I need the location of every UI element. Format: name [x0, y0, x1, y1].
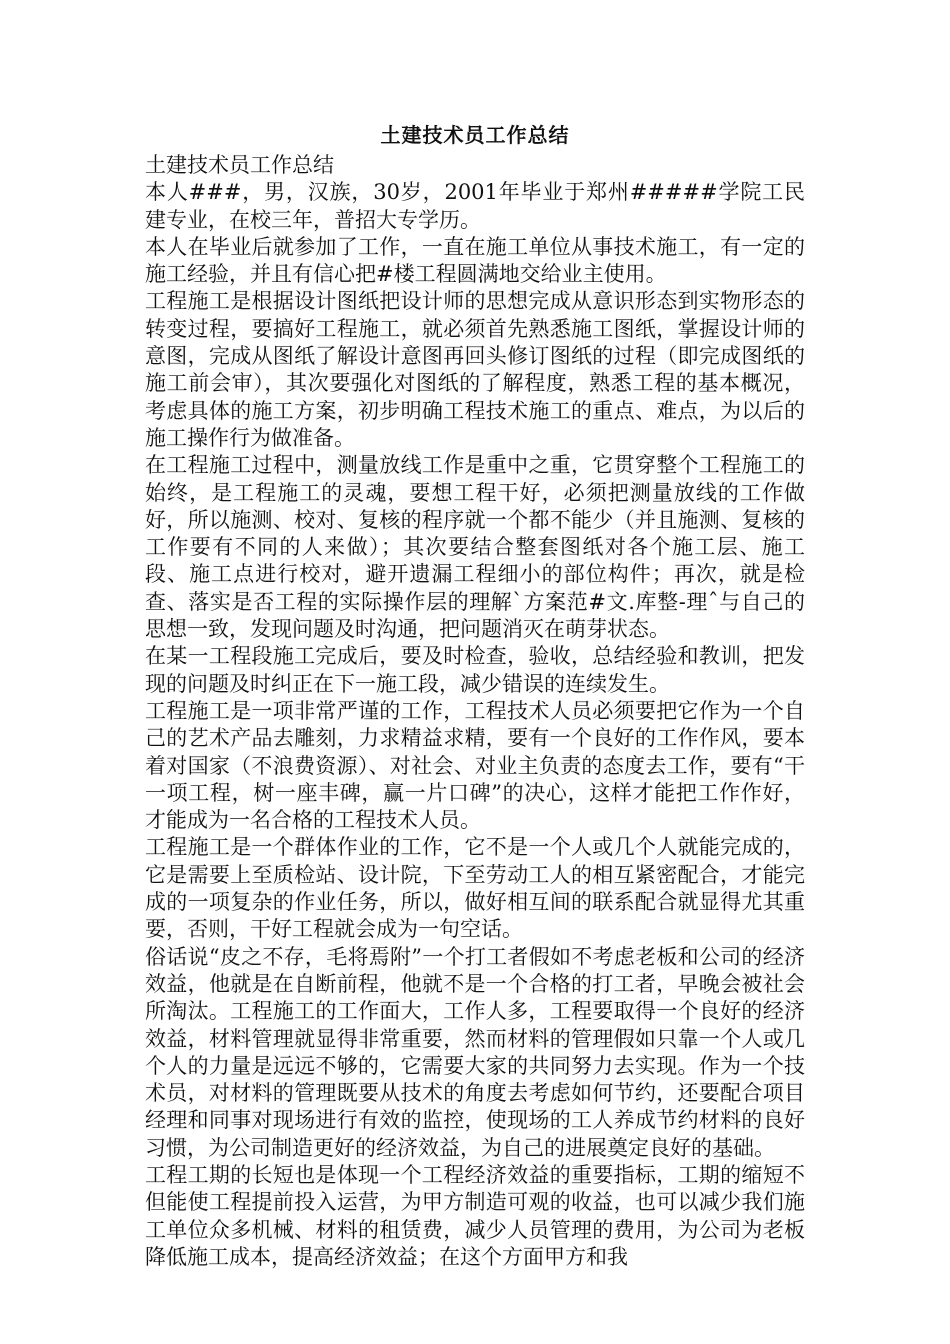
paragraph-work-history: 本人在毕业后就参加了工作，一直在施工单位从事技术施工，有一定的施工经验，并且有信心把#楼工程圆满地交给业主使用。	[145, 234, 805, 287]
paragraph-surveying: 在工程施工过程中，测量放线工作是重中之重，它贯穿整个工程施工的始终，是工程施工的灵魂，要想工程干好，必须把测量放线的工作做好，所以施测、校对、复核的程序就一个都不能少（并且施测、复核的工作要有不同的人来做）；其次要结合整套图纸对各个施工层、施工段、施工点进行校对，避开遗漏工程细小的部位构件；再次，就是检查、落实是否工程的实际操作层的理解`方案范#文.库整-理ˆ与自己的思想一致，发现问题及时沟通，把问题消灭在萌芽状态。	[145, 453, 805, 642]
document-page	[145, 118, 805, 1271]
paragraph-materials: 俗话说“皮之不存，毛将焉附”一个打工者假如不考虑老板和公司的经济效益，他就是在自断前程，他就不是一个合格的打工者，早晚会被社会所淘汰。工程施工的工作面大，工作人多，工程要取得一个良好的经济效益，材料管理就显得非常重要，然而材料的管理假如只靠一个人或几个人的力量是远远不够的，它需要大家的共同努力去实现。作为一个技术员，对材料的管理既要从技术的角度去考虑如何节约，还要配合项目经理和同事对现场进行有效的监控，使现场的工人养成节约材料的良好习惯，为公司制造更好的经济效益，为自己的进展奠定良好的基础。	[145, 944, 805, 1160]
paragraph-subtitle: 土建技术员工作总结	[145, 153, 334, 177]
paragraph-inspection: 在某一工程段施工完成后，要及时检查，验收，总结经验和教训，把发现的问题及时纠正在下一施工段，减少错误的连续发生。	[145, 644, 805, 696]
paragraph-schedule: 工程工期的长短也是体现一个工程经济效益的重要指标，工期的缩短不但能使工程提前投入运营，为甲方制造可观的收益，也可以减少我们施工单位众多机械、材料的租赁费，减少人员管理的费用，为公司为老板降低施工成本，提高经济效益；在这个方面甲方和我	[145, 1162, 805, 1269]
document-title: 土建技术员工作总结	[380, 123, 570, 147]
paragraph-drawings: 工程施工是根据设计图纸把设计师的思想完成从意识形态到实物形态的转变过程，要搞好工程施工，就必须首先熟悉施工图纸，掌握设计师的意图，完成从图纸了解设计意图再回头修订图纸的过程（即完成图纸的施工前会审），其次要强化对图纸的了解程度，熟悉工程的基本概况，考虑具体的施工方案，初步明确工程技术施工的重点、难点，为以后的施工操作行为做准备。	[145, 289, 805, 450]
paragraph-teamwork: 工程施工是一个群体作业的工作，它不是一个人或几个人就能完成的，它是需要上至质检站、设计院，下至劳动工人的相互紧密配合，才能完成的一项复杂的作业任务，所以，做好相互间的联系配合就显得尤其重要，否则，干好工程就会成为一句空话。	[145, 835, 805, 942]
paragraph-personal-info: 本人###，男，汉族，30岁，2001年毕业于郑州#####学院工民建专业，在校三年，普招大专学历。	[145, 180, 805, 232]
paragraph-attitude: 工程施工是一项非常严谨的工作，工程技术人员必须要把它作为一个自己的艺术产品去雕刻，力求精益求精，要有一个良好的工作作风，要本着对国家（不浪费资源）、对社会、对业主负责的态度去工作，要有“干一项工程，树一座丰碑，赢一片口碑”的决心，这样才能把工作作好，才能成为一名合格的工程技术人员。	[145, 698, 805, 833]
